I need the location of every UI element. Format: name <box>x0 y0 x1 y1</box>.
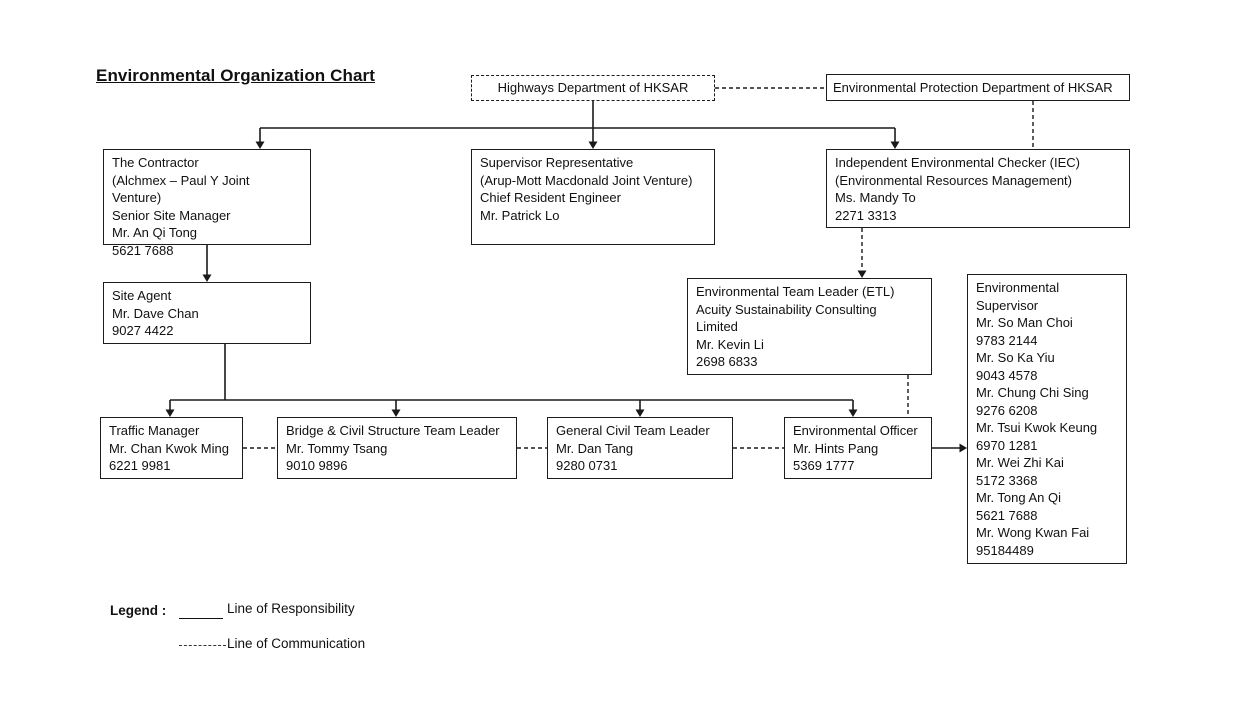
legend-communication-text: Line of Communication <box>227 636 366 651</box>
box-text-line: 6221 9981 <box>109 458 171 473</box>
box-text-line: 6970 1281 <box>976 437 1038 453</box>
org-box-independent-environmental-checker <box>826 149 1130 228</box>
box-text-line: Senior Site Manager <box>112 207 231 223</box>
box-text-line: Bridge & Civil Structure Team Leader <box>286 423 500 438</box>
box-text-line: Mr. Kevin Li <box>696 336 764 352</box>
box-text-line: (Arup-Mott Macdonald Joint Venture) <box>480 172 693 188</box>
box-text-line: Site Agent <box>112 288 172 303</box>
box-text-line: Supervisor <box>976 297 1039 313</box>
box-text-line: Acuity Sustainability Consulting <box>696 301 877 317</box>
org-box-traffic-manager <box>100 417 243 479</box>
box-text-line: 5369 1777 <box>793 458 855 473</box>
box-text-line: Environmental Officer <box>793 423 918 438</box>
box-text-line: Traffic Manager <box>109 423 200 438</box>
box-text-line: (Alchmex – Paul Y Joint Venture) <box>112 172 250 205</box>
box-text-line: Mr. Dan Tang <box>556 440 634 456</box>
org-box-general-civil-team-leader <box>547 417 733 479</box>
box-text-line: The Contractor <box>112 155 199 170</box>
org-box-environmental-supervisor <box>967 274 1127 564</box>
box-text-line: Mr. Tong An Qi <box>976 490 1062 505</box>
box-text-line: Mr. Wong Kwan Fai <box>976 525 1090 540</box>
org-box-highways-department <box>471 75 715 101</box>
box-text-line: 2698 6833 <box>696 354 758 369</box>
org-box-bridge-civil-structure-team-leader <box>277 417 517 479</box>
box-text-line: Mr. Hints Pang <box>793 440 879 456</box>
org-box-site-agent <box>103 282 311 344</box>
box-text-line: Independent Environmental Checker (IEC) <box>835 155 1080 170</box>
box-text-line: Mr. An Qi Tong <box>112 225 198 240</box>
org-box-environmental-officer <box>784 417 932 479</box>
box-text-line: (Environmental Resources Management) <box>835 172 1072 188</box>
box-text-line: 95184489 <box>976 542 1034 558</box>
box-text-line: Highways Department of HKSAR <box>497 80 689 96</box>
box-text-line: Mr. Tommy Tsang <box>286 440 388 456</box>
box-text-line: 9027 4422 <box>112 323 174 338</box>
page-title: Environmental Organization Chart <box>96 66 376 85</box>
box-text-line: 9783 2144 <box>976 332 1038 348</box>
communication-lines <box>243 88 1033 448</box>
box-text-line: 5621 7688 <box>976 507 1038 523</box>
legend-responsibility-text: Line of Responsibility <box>227 601 355 616</box>
org-box-environmental-team-leader <box>687 278 932 375</box>
box-text-line: Mr. So Ka Yiu <box>976 350 1055 365</box>
box-text-line: Environmental Protection Department of HKSAR <box>833 79 1113 95</box>
box-text-line: General Civil Team Leader <box>556 423 710 438</box>
box-text-line: 5621 7688 <box>112 242 174 258</box>
box-text-line: Environmental Team Leader (ETL) <box>696 284 895 299</box>
box-text-line: 5172 3368 <box>976 472 1038 488</box>
box-text-line: Limited <box>696 319 738 334</box>
box-text-line: 2271 3313 <box>835 207 897 223</box>
box-text-line: 9010 9896 <box>286 458 348 473</box>
org-box-environmental-protection-department <box>826 74 1130 101</box>
box-text-line: Mr. So Man Choi <box>976 315 1073 330</box>
box-text-line: Mr. Chan Kwok Ming <box>109 440 229 456</box>
legend-label: Legend : <box>110 603 167 618</box>
org-box-contractor <box>103 149 311 258</box>
box-text-line: Mr. Chung Chi Sing <box>976 385 1089 400</box>
box-text-line: Mr. Dave Chan <box>112 305 199 321</box>
box-text-line: Mr. Patrick Lo <box>480 207 560 223</box>
responsibility-line-sample <box>179 618 223 619</box>
box-text-line: 9276 6208 <box>976 402 1038 418</box>
box-text-line: Chief Resident Engineer <box>480 190 621 205</box>
box-text-line: Environmental <box>976 280 1060 295</box>
box-text-line: 9043 4578 <box>976 367 1038 383</box>
box-text-line: 9280 0731 <box>556 458 618 473</box>
box-text-line: Mr. Wei Zhi Kai <box>976 455 1064 470</box>
box-text-line: Ms. Mandy To <box>835 190 916 205</box>
box-text-line: Mr. Tsui Kwok Keung <box>976 420 1098 435</box>
communication-line-sample <box>179 645 226 646</box>
box-text-line: Supervisor Representative <box>480 155 634 170</box>
org-box-supervisor-representative <box>471 149 715 245</box>
